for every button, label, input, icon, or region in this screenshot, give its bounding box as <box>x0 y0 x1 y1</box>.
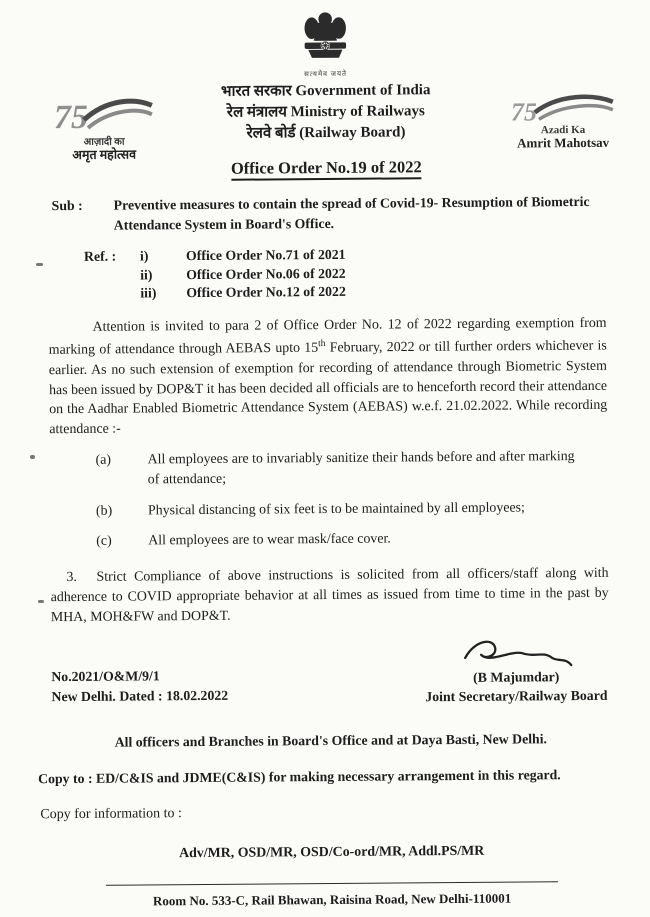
file-number: No.2021/O&M/9/1 <box>51 668 160 685</box>
reference-item-text: Office Order No.12 of 2022 <box>186 283 346 301</box>
list-item-c <box>50 528 608 552</box>
subject-text: Preventive measures to contain the spread of Covid-19- Resumption of Biometric Attendance System in Board's Office. <box>113 193 590 233</box>
date-line: New Delhi. Dated : 18.02.2022 <box>51 688 229 705</box>
reference-item <box>140 283 346 303</box>
copy-to-line: Copy to : ED/C&IS and JDME(C&IS) for making necessary arrangement in this regard. <box>38 767 561 787</box>
reference-item-text: Office Order No.06 of 2022 <box>186 265 346 282</box>
signatory-designation: Joint Secretary/Railway Board <box>425 688 608 705</box>
svg-text:75: 75 <box>53 98 89 137</box>
signatory-block <box>425 635 610 706</box>
reference-item-num: ii) <box>140 266 153 282</box>
ashoka-emblem-icon <box>298 8 352 68</box>
reference-item-text: Office Order No.71 of 2021 <box>185 246 346 264</box>
reference-item-num: i) <box>139 248 149 264</box>
subject-label: Sub : <box>51 197 83 214</box>
org-line-board: रेलवे बोर्ड (Railway Board) <box>246 124 406 142</box>
footer-divider <box>106 882 558 887</box>
azadi-ka-amrit-mahotsav-logo-left <box>49 93 160 162</box>
logo-right-line1: Azadi Ka <box>540 123 586 137</box>
list-item-a <box>50 447 608 491</box>
recipients-line: Adv/MR, OSD/MR, OSD/Co-ord/MR, Addl.PS/MR <box>179 844 485 862</box>
body-paragraph-3 <box>50 564 608 628</box>
list-item-text: All employees are to invariably sanitize their hands before and after marking of attendance; <box>147 448 575 488</box>
para1-part2: February, 2022 or till further orders whichever is earlier. As no such extension of exemption for recording of attendance through Biometric System has been issued by DOP&T it has been decided all officials are to henceforth record their attendance on the Aadhar Enabled Biometric Attendance System (AEBAS) w.e.f. 21.02.2022. While recording attendance :- <box>48 338 608 438</box>
copy-for-information-label: Copy for information to : <box>40 806 182 823</box>
office-order-title: Office Order No.19 of 2022 <box>231 157 422 180</box>
reference-item <box>140 246 346 266</box>
reference-block <box>48 244 606 304</box>
subject-block <box>48 192 606 236</box>
list-item-num: (a) <box>95 452 112 468</box>
emblem-motto: सत्यमेव जयते <box>304 69 348 79</box>
instruction-list <box>50 447 609 553</box>
addressees-line: All officers and Branches in Board's Office and at Daya Basti, New Delhi. <box>114 731 548 751</box>
signature-row <box>51 635 610 709</box>
body-paragraph-1 <box>48 313 607 440</box>
reference-label: Ref. : <box>83 248 117 264</box>
logo-right-line2: Amrit Mahotsav <box>517 134 610 151</box>
list-item-b <box>50 497 608 521</box>
national-emblem <box>46 6 605 81</box>
azadi-75-flag-icon <box>511 92 615 127</box>
list-item-num: (c) <box>96 533 112 550</box>
list-item-text: All employees are to wear mask/face cover. <box>148 531 391 549</box>
reference-item-num: iii) <box>140 285 157 301</box>
azadi-75-flag-icon <box>54 93 154 138</box>
signatory-name: (B Majumdar) <box>473 669 560 686</box>
org-line-govt: भारत सरकार Government of India <box>220 82 431 100</box>
list-item-text: Physical distancing of six feet is to be maintained by all employees; <box>147 499 525 518</box>
para1-superscript: th <box>318 339 326 350</box>
footer-address: Room No. 533-C, Rail Bhawan, Raisina Road, New Delhi-110001 <box>152 891 512 909</box>
scan-artifact <box>30 455 35 459</box>
reference-item <box>140 264 346 284</box>
svg-text:75: 75 <box>510 97 537 127</box>
logo-left-line2: अमृत महोत्सव <box>72 147 137 162</box>
org-line-ministry: रेल मंत्रालय Ministry of Railways <box>226 103 425 121</box>
scan-artifact <box>36 263 43 266</box>
azadi-ka-amrit-mahotsav-logo-right <box>503 92 623 151</box>
para1-part1: Attention is invited to para 2 of Office Order No. 12 of 2022 regarding exemption from marking of attendance through AEBAS upto 15 <box>48 315 607 359</box>
para3-number: 3. <box>66 570 78 586</box>
reference-list <box>140 246 346 303</box>
list-item-num: (b) <box>95 503 113 519</box>
scan-artifact <box>38 600 44 603</box>
para3-text: Strict Compliance of above instructions is solicited from all officers/staff along with adherence to COVID appropriate behavior at all times as issued from time to time in the past by MHA, MOH&FW and DOP&T. <box>50 565 609 625</box>
file-number-block <box>51 666 228 709</box>
logo-left-line1: आज़ादी का <box>83 136 125 148</box>
